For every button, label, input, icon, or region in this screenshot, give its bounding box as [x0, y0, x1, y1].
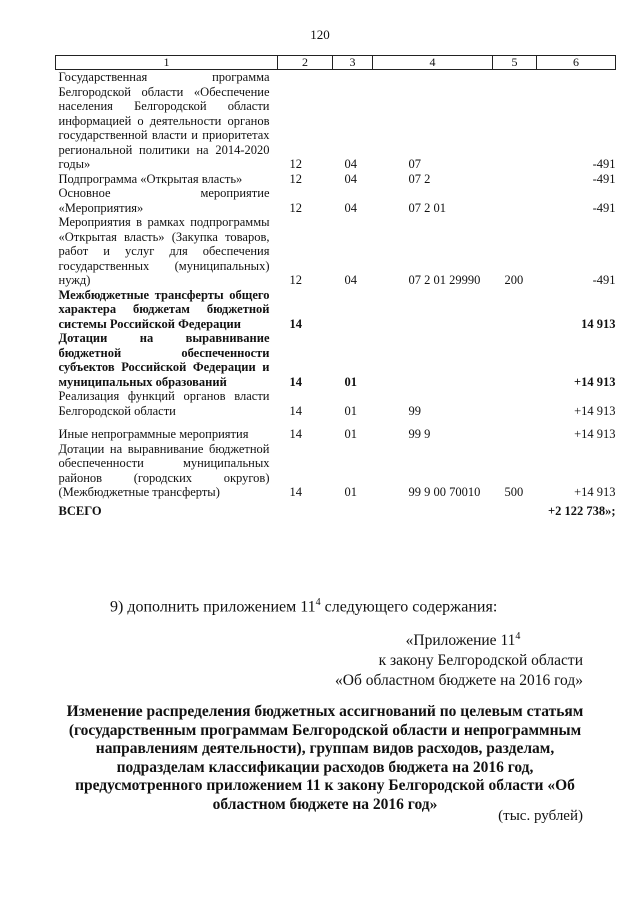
- appendix-line-3: «Об областном бюджете на 2016 год»: [335, 672, 583, 690]
- row-amount: -491: [592, 171, 616, 186]
- row-section: 12: [289, 200, 302, 215]
- row-amount: -491: [592, 273, 616, 287]
- row-subsection: 04: [344, 273, 357, 287]
- instruction-prefix: 9) дополнить приложением 11: [110, 598, 316, 616]
- total-row: [56, 500, 616, 519]
- row-name: Государственная программа Белгородской области «Обеспечение населения Белгородской области информацией о деятельности органов государственной власти и приоритетах региональной политики на 2014-2020 годы»: [58, 70, 270, 171]
- units-label: (тыс. рублей): [498, 808, 583, 824]
- row-target-article: 07 2 01 29990: [408, 273, 481, 287]
- row-expense-type: 200: [504, 273, 524, 287]
- page-number: 120: [310, 27, 330, 42]
- row-name: Дотации на выравнивание бюджетной обеспеченности муниципальных районов (городских округов) (Межбюджетные трансферты): [58, 441, 270, 499]
- row-expense-type: [493, 389, 537, 418]
- row-section: 14: [289, 316, 302, 331]
- row-amount: -491: [592, 157, 616, 171]
- table-row: [56, 442, 616, 500]
- row-name: Подпрограмма «Открытая власть»: [58, 171, 243, 186]
- row-target-article: 07: [408, 157, 421, 171]
- row-subsection: 01: [344, 374, 357, 389]
- column-header-5: 5: [493, 56, 537, 70]
- row-target-article: 07 2: [408, 171, 431, 186]
- row-subsection: 01: [344, 485, 357, 499]
- row-section: 14: [289, 485, 302, 499]
- row-section: 14: [289, 427, 302, 441]
- row-subsection: 04: [344, 157, 357, 171]
- row-amount: 14 913: [581, 316, 616, 331]
- instruction-suffix: следующего содержания:: [320, 598, 498, 616]
- row-subsection: 04: [344, 200, 357, 215]
- row-section: 14: [289, 403, 302, 418]
- row-amount: +14 913: [574, 403, 616, 418]
- total-label: ВСЕГО: [58, 503, 102, 518]
- document-title: Изменение распределения бюджетных ассигнований по целевым статьям (государственным программам Белгородской области и непрограммным направлениям деятельности), группам видов расходов, разделам, подразделам классификации расходов бюджета на 2016 год, предусмотренного приложением 11 к закону Белгородской области «Об областном бюджете на 2016 год»: [66, 703, 584, 813]
- table-row: [56, 331, 616, 389]
- row-expense-type: [493, 331, 537, 389]
- row-amount: -491: [592, 200, 616, 215]
- row-subsection: 04: [344, 171, 357, 186]
- column-header-4: 4: [373, 56, 493, 70]
- appendix-header: [283, 627, 583, 691]
- row-amount: +14 913: [574, 374, 616, 389]
- table-row: [56, 288, 616, 332]
- row-expense-type: 500: [504, 485, 524, 499]
- appendix-line-1: [283, 627, 583, 651]
- table-row: [56, 172, 616, 187]
- instruction-sup: 4: [315, 597, 321, 608]
- row-subsection: 01: [344, 403, 357, 418]
- column-header-2: 2: [278, 56, 333, 70]
- column-header-3: 3: [333, 56, 373, 70]
- column-header-1: 1: [56, 56, 278, 70]
- table-row: [56, 418, 616, 442]
- row-name: Основное мероприятие «Мероприятия»: [58, 186, 270, 215]
- row-name: Межбюджетные трансферты общего характера бюджетам бюджетной системы Российской Федерации: [58, 287, 270, 331]
- row-expense-type: [493, 70, 537, 172]
- table-row: [56, 186, 616, 215]
- row-target-article: [373, 331, 493, 389]
- table-header-row: [56, 56, 616, 70]
- row-section: 12: [289, 273, 302, 287]
- row-subsection: 01: [344, 427, 357, 441]
- appendix-title: «Приложение 11: [405, 632, 516, 650]
- row-subsection: [333, 288, 373, 332]
- row-section: 12: [289, 157, 302, 171]
- row-name: Дотации на выравнивание бюджетной обеспеченности субъектов Российской Федерации и муниципальных образований: [58, 331, 270, 389]
- row-name: Иные непрограммные мероприятия: [58, 427, 249, 441]
- row-amount: +14 913: [574, 485, 616, 499]
- row-name: Мероприятия в рамках подпрограммы «Открытая власть» (Закупка товаров, работ и услуг для обеспечения государственных (муниципальных) нужд): [58, 215, 270, 287]
- row-target-article: 99 9: [408, 427, 431, 441]
- row-section: 12: [289, 171, 302, 186]
- row-target-article: 07 2 01: [408, 200, 446, 215]
- row-name: Реализация функций органов власти Белгородской области: [58, 389, 270, 418]
- row-expense-type: [493, 172, 537, 187]
- table-row: [56, 389, 616, 418]
- row-expense-type: [493, 418, 537, 442]
- row-expense-type: [493, 186, 537, 215]
- row-expense-type: [493, 288, 537, 332]
- row-amount: +14 913: [574, 427, 616, 441]
- table-row: [56, 70, 616, 172]
- row-target-article: 99: [408, 403, 421, 418]
- table-row: [56, 215, 616, 288]
- column-header-6: 6: [537, 56, 616, 70]
- row-target-article: 99 9 00 70010: [408, 485, 481, 499]
- row-section: 14: [289, 374, 302, 389]
- appendix-sup: 4: [515, 631, 521, 642]
- budget-table: [55, 55, 616, 518]
- total-value: +2 122 738»;: [547, 503, 616, 518]
- instruction-text: [110, 597, 590, 616]
- appendix-line-2: к закону Белгородской области: [378, 652, 583, 670]
- row-target-article: [373, 288, 493, 332]
